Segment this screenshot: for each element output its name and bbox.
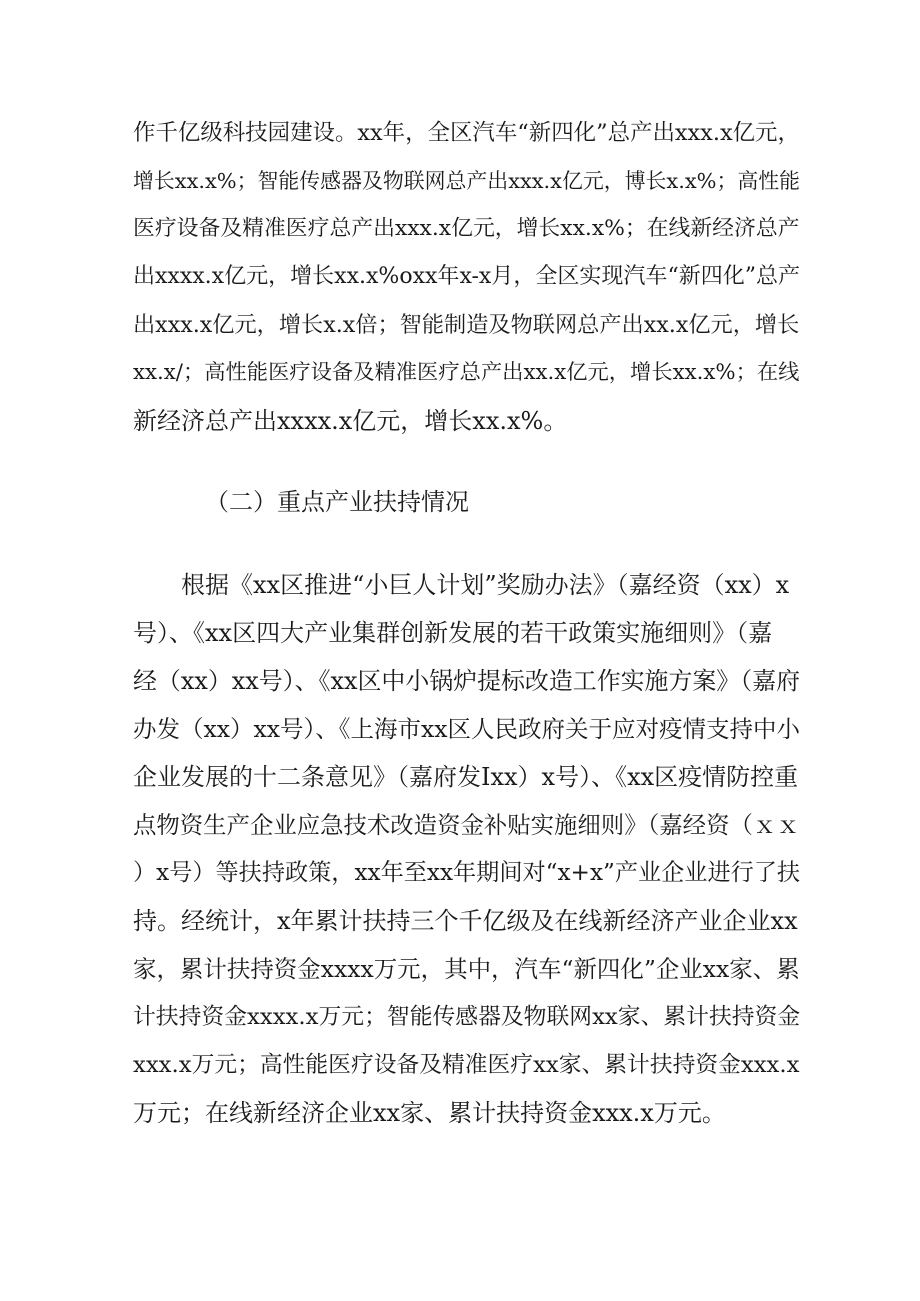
section-heading: （二）重点产业扶持情况 [205,488,469,516]
text-line: 增长xx.x%；智能传感器及物联网总产出xxx.x亿元，博长x.x%；高性能 [133,169,801,193]
text-line: ）x号）等扶持政策，xx年至xx年期间对“x+x”产业企业进行了扶 [133,859,801,886]
text-line: 点物资生产企业应急技术改造资金补贴实施细则》（嘉经资（ｘｘ [133,811,800,839]
text-line: 计扶持资金xxxx.x万元；智能传感器及物联网xx家、累计扶持资金 [133,1004,801,1030]
text-line: 万元；在线新经济企业xx家、累计扶持资金xxx.x万元。 [133,1099,726,1127]
text-line: xx.x/；高性能医疗设备及精准医疗总产出xx.x亿元，增长xx.x%；在线 [133,360,800,385]
text-line: 医疗设备及精准医疗总产出xxx.x亿元，增长xx.x%；在线新经济总产 [133,216,800,241]
text-line: 作千亿级科技园建设。xx年，全区汽车“新四化”总产出xxx.x亿元， [133,120,800,146]
text-line: 出xxxx.x亿元，增长xx.x%oxx年x-x月，全区实现汽车“新四化”总产 [133,264,801,289]
text-line: 家，累计扶持资金xxxx万元，其中，汽车“新四化”企业xx家、累 [133,955,800,983]
text-line: 根据《xx区推进“小巨人计划”奖励办法》（嘉经资（xx）x [181,571,790,599]
text-line: 号）、《xx区四大产业集群创新发展的若干政策实施细则》（嘉 [133,619,773,647]
text-line: 办发（xx）xx号）、《上海市xx区人民政府关于应对疫情支持中小 [133,715,801,743]
text-line: 企业发展的十二条意见》（嘉府发Ixx）x号）、《xx区疫情防控重 [133,763,799,791]
text-line: 出xxx.x亿元，增长x.x倍；智能制造及物联网总产出xx.x亿元，增长 [133,312,800,338]
text-line: 持。经统计，x年累计扶持三个千亿级及在线新经济产业企业xx [133,907,798,935]
text-line: xxx.x万元；高性能医疗设备及精准医疗xx家、累计扶持资金xxx.x [133,1052,800,1078]
text-line: 经（xx）xx号）、《xx区中小锅炉提标改造工作实施方案》（嘉府 [133,667,801,695]
text-line: 新经济总产出xxxx.x亿元，增长xx.x%。 [133,407,568,435]
